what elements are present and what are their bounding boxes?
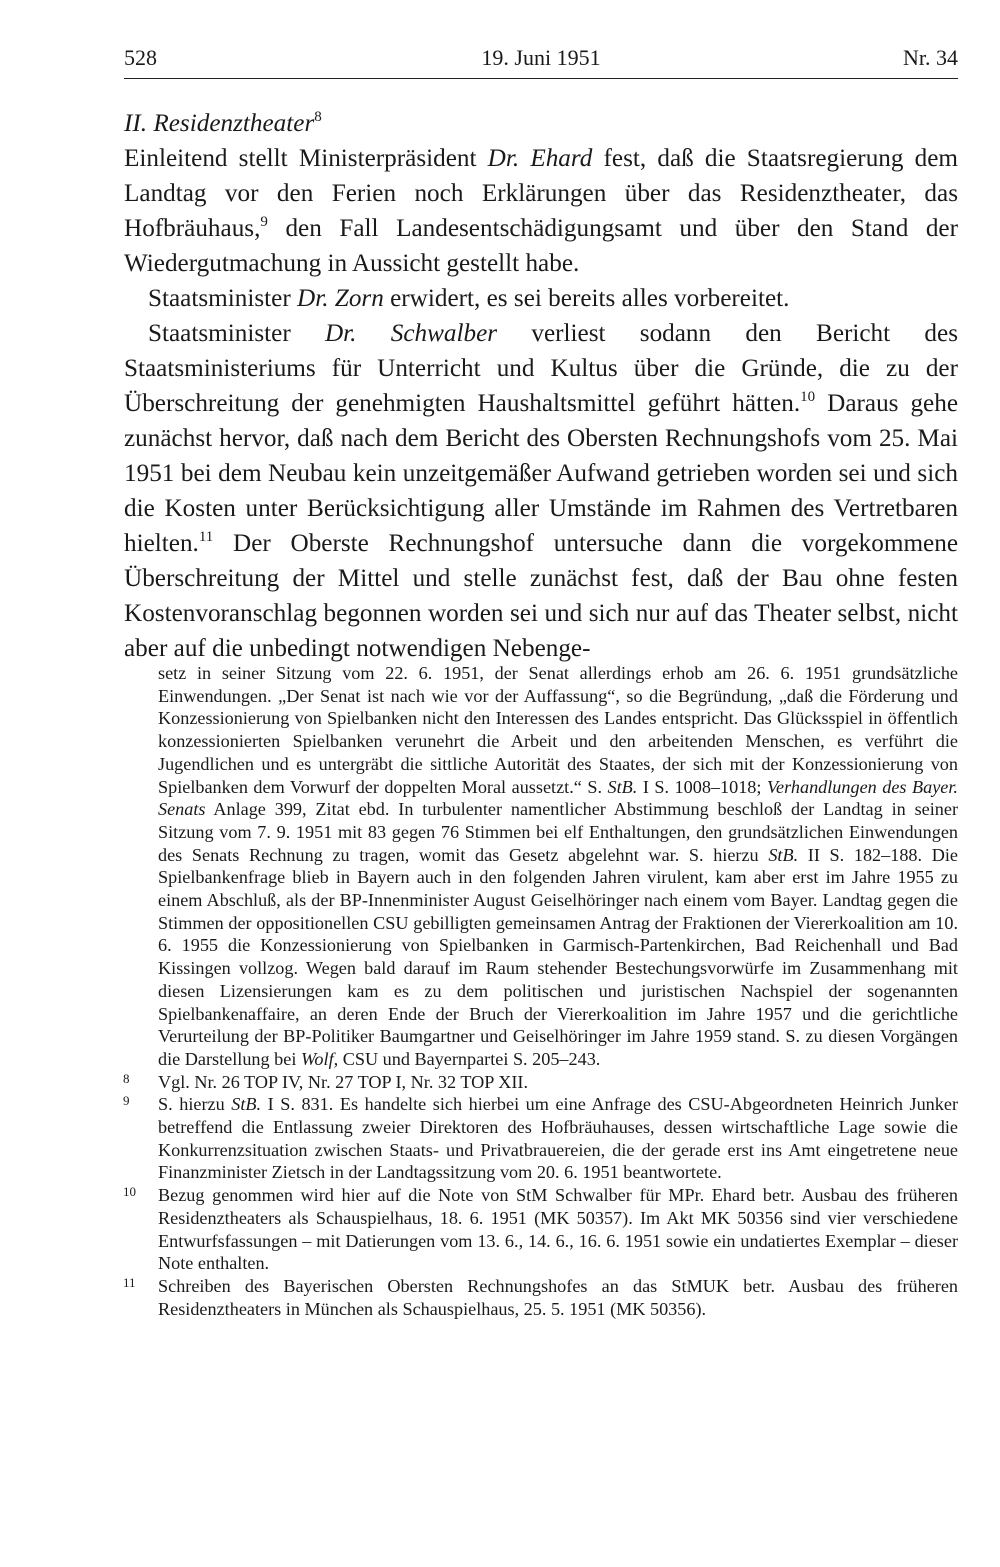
citation-stb-3: StB. — [231, 1094, 262, 1115]
paragraph-1-a: Einleitend stellt Ministerpräsident — [124, 145, 488, 172]
footnote-9 — [123, 1093, 958, 1184]
footnote-11 — [123, 1274, 958, 1320]
footnote-ref-9[interactable]: 9 — [260, 214, 268, 230]
citation-stb-2: StB. — [768, 844, 799, 865]
person-name-zorn: Dr. Zorn — [297, 285, 384, 312]
footnote-ref-10[interactable]: 10 — [800, 389, 816, 405]
footnote-8-mark: 8 — [123, 1070, 130, 1086]
footnote-10-text: Bezug genommen wird hier auf die Note von StM Schwalber für MPr. Ehard betr. Ausbau des früheren Residenztheaters als Schauspielhaus, 18. 6. 1951 (MK 50357). Im Akt MK 50356 sind vier verschiedene Entwurfsfassungen – mit Datierungen vom 13. 6., 14. 6., 16. 6. 1951 sowie ein undatiertes Exemplar – dieser Note enthalten. — [158, 1185, 958, 1274]
paragraph-3 — [124, 316, 958, 666]
footnote-continued-d: II S. 182–188. Die Spielbankenfrage blieb in Bayern auch in den folgenden Jahren virulent, kam aber erst im Jahre 1955 zu einem Abschluß, als der BP-Innenminister August Geiselhöringer nach einem vom Bayer. Landtag gegen die Stimmen der oppositionellen CSU gebilligten gemeinsamen Antrag der Fraktionen der Viererkoalition am 10. 6. 1955 die Konzessionierung von Spielbanken in Garmisch-Partenkirchen, Bad Reichenhall und Bad Kissingen vollzog. Wegen bald darauf im Raum stehender Bestechungsvorwürfe im Zusammenhang mit diesen Lizensierungen kam es zu dem politischen und juristischen Nachspiel der sogenannten Spielbankenaffaire, an deren Ende der Bruch der Viererkoalition im Jahre 1957 und die gerichtliche Verurteilung der BP-Politiker Baumgartner und Geiselhöringer im Jahre 1959 stand. S. zu diesen Vorgängen die Darstellung bei — [158, 844, 958, 1069]
footnote-continued-a: setz in seiner Sitzung vom 22. 6. 1951, der Senat allerdings erhob am 26. 6. 1951 grundsätzliche Einwendungen. „Der Senat ist nach wie vor der Auffassung“, so die Begründung, „daß die Förderung und Konzessionierung von Spielbanken nicht den Interessen des Landes entspricht. Das Glücksspiel in öffentlich konzessionierten Spielbanken verunehrt die Arbeit und den arbeitenden Menschen, es verführt die Jugendlichen und es untergräbt die sittliche Autorität des Staates, der sich mit der Konzessionierung von Spielbanken dem Vorwurf der doppelten Moral aussetzt.“ S. — [158, 663, 958, 797]
header-date: 19. Juni 1951 — [481, 45, 601, 70]
paragraph-3-b: verliest sodann den Bericht des Staatsministeriums für Unterricht und Kultus über die Gründe, die zu der Überschreitung der genehmigten Haushaltsmittel geführt hätten. — [124, 320, 958, 417]
footnote-8-text: Vgl. Nr. 26 TOP IV, Nr. 27 TOP I, Nr. 32 TOP XII. — [158, 1071, 529, 1092]
paragraph-1 — [124, 141, 958, 281]
footnote-9-a: S. hierzu — [158, 1094, 232, 1115]
paragraph-3-c: Daraus gehe zunächst hervor, daß nach dem Bericht des Obersten Rechnungshofs vom 25. Mai 1951 bei dem Neubau kein unzeitgemäßer Aufwand getrieben worden sei und sich die Kosten unter Berücksichtigung aller Umstände im Rahmen des Vertretbaren hielten. — [124, 390, 958, 557]
running-header — [124, 38, 958, 78]
footnote-ref-11[interactable]: 11 — [198, 529, 214, 545]
citation-senat: Verhandlungen des Bayer. Senats — [158, 776, 958, 820]
person-name-ehard: Dr. Ehard — [487, 145, 593, 172]
page-number: 528 — [124, 45, 157, 70]
paragraph-2-b: erwidert, es sei bereits alles vorbereitet. — [383, 285, 790, 312]
footnote-9-mark: 9 — [123, 1093, 130, 1109]
paragraph-1-b: fest, daß die Staatsregierung dem Landtag vor den Ferien noch Erklärungen über das Residenztheater, das Hofbräuhaus, — [124, 145, 959, 242]
footnote-9-b: I S. 831. Es handelte sich hierbei um eine Anfrage des CSU-Abgeordneten Heinrich Junker betreffend die Entlassung zweier Direktoren des Hofbräuhauses, dessen wirtschaftliche Lage sowie die Konkurrenzsituation zwischen Staats- und Privatbrauereien, die der gerade erst ins Amt eingetretene neue Finanzminister Zietsch in der Landtagssitzung vom 20. 6. 1951 beantwortete. — [158, 1094, 958, 1183]
footnote-10-mark: 10 — [123, 1184, 136, 1200]
footnote-8 — [123, 1070, 958, 1094]
section-heading-text: II. Residenztheater — [124, 110, 315, 137]
citation-wolf: Wolf, — [300, 1048, 339, 1069]
paragraph-3-a: Staatsminister — [148, 320, 325, 347]
paragraph-3-d: Der Oberste Rechnungshof untersuche dann die vorgekommene Überschreitung der Mittel und stelle zunächst fest, daß der Bau ohne festen Kostenvoranschlag begonnen worden sei und sich nur auf das Theater selbst, nicht aber auf die unbedingt notwendigen Nebenge- — [124, 530, 958, 662]
footnote-continued-c: Anlage 399, Zitat ebd. In turbulenter namentlicher Abstimmung beschloß der Landtag in seiner Sitzung vom 7. 9. 1951 mit 83 gegen 76 Stimmen bei elf Enthaltungen, den grundsätzlichen Einwendungen des Senats Rechnung zu tragen, womit das Gesetz abgelehnt war. S. hierzu — [158, 799, 958, 865]
footnote-11-mark: 11 — [123, 1274, 136, 1290]
footnote-10 — [123, 1184, 958, 1275]
person-name-schwalber: Dr. Schwalber — [324, 320, 498, 347]
paragraph-2-a: Staatsminister — [148, 285, 298, 312]
section-heading — [124, 106, 958, 141]
document-number: Nr. 34 — [903, 45, 958, 70]
footnote-continued-e: CSU und Bayernpartei S. 205–243. — [338, 1048, 601, 1069]
paragraph-1-c: den Fall Landesentschädigungsamt und über den Stand der Wiedergutmachung in Aussicht gestellt habe. — [124, 215, 958, 277]
footnote-continued — [158, 662, 958, 1071]
footnote-11-text: Schreiben des Bayerischen Obersten Rechnungshofes an das StMUK betr. Ausbau des früheren Residenztheaters in München als Schauspielhaus, 25. 5. 1951 (MK 50356). — [158, 1275, 958, 1319]
footnotes — [123, 662, 958, 1320]
footnote-continued-b: I S. 1008–1018; — [637, 776, 767, 797]
citation-stb-1: StB. — [607, 776, 638, 797]
header-rule — [124, 78, 958, 79]
footnote-ref-8[interactable]: 8 — [314, 109, 322, 125]
paragraph-2 — [124, 281, 958, 316]
main-text — [124, 106, 958, 666]
